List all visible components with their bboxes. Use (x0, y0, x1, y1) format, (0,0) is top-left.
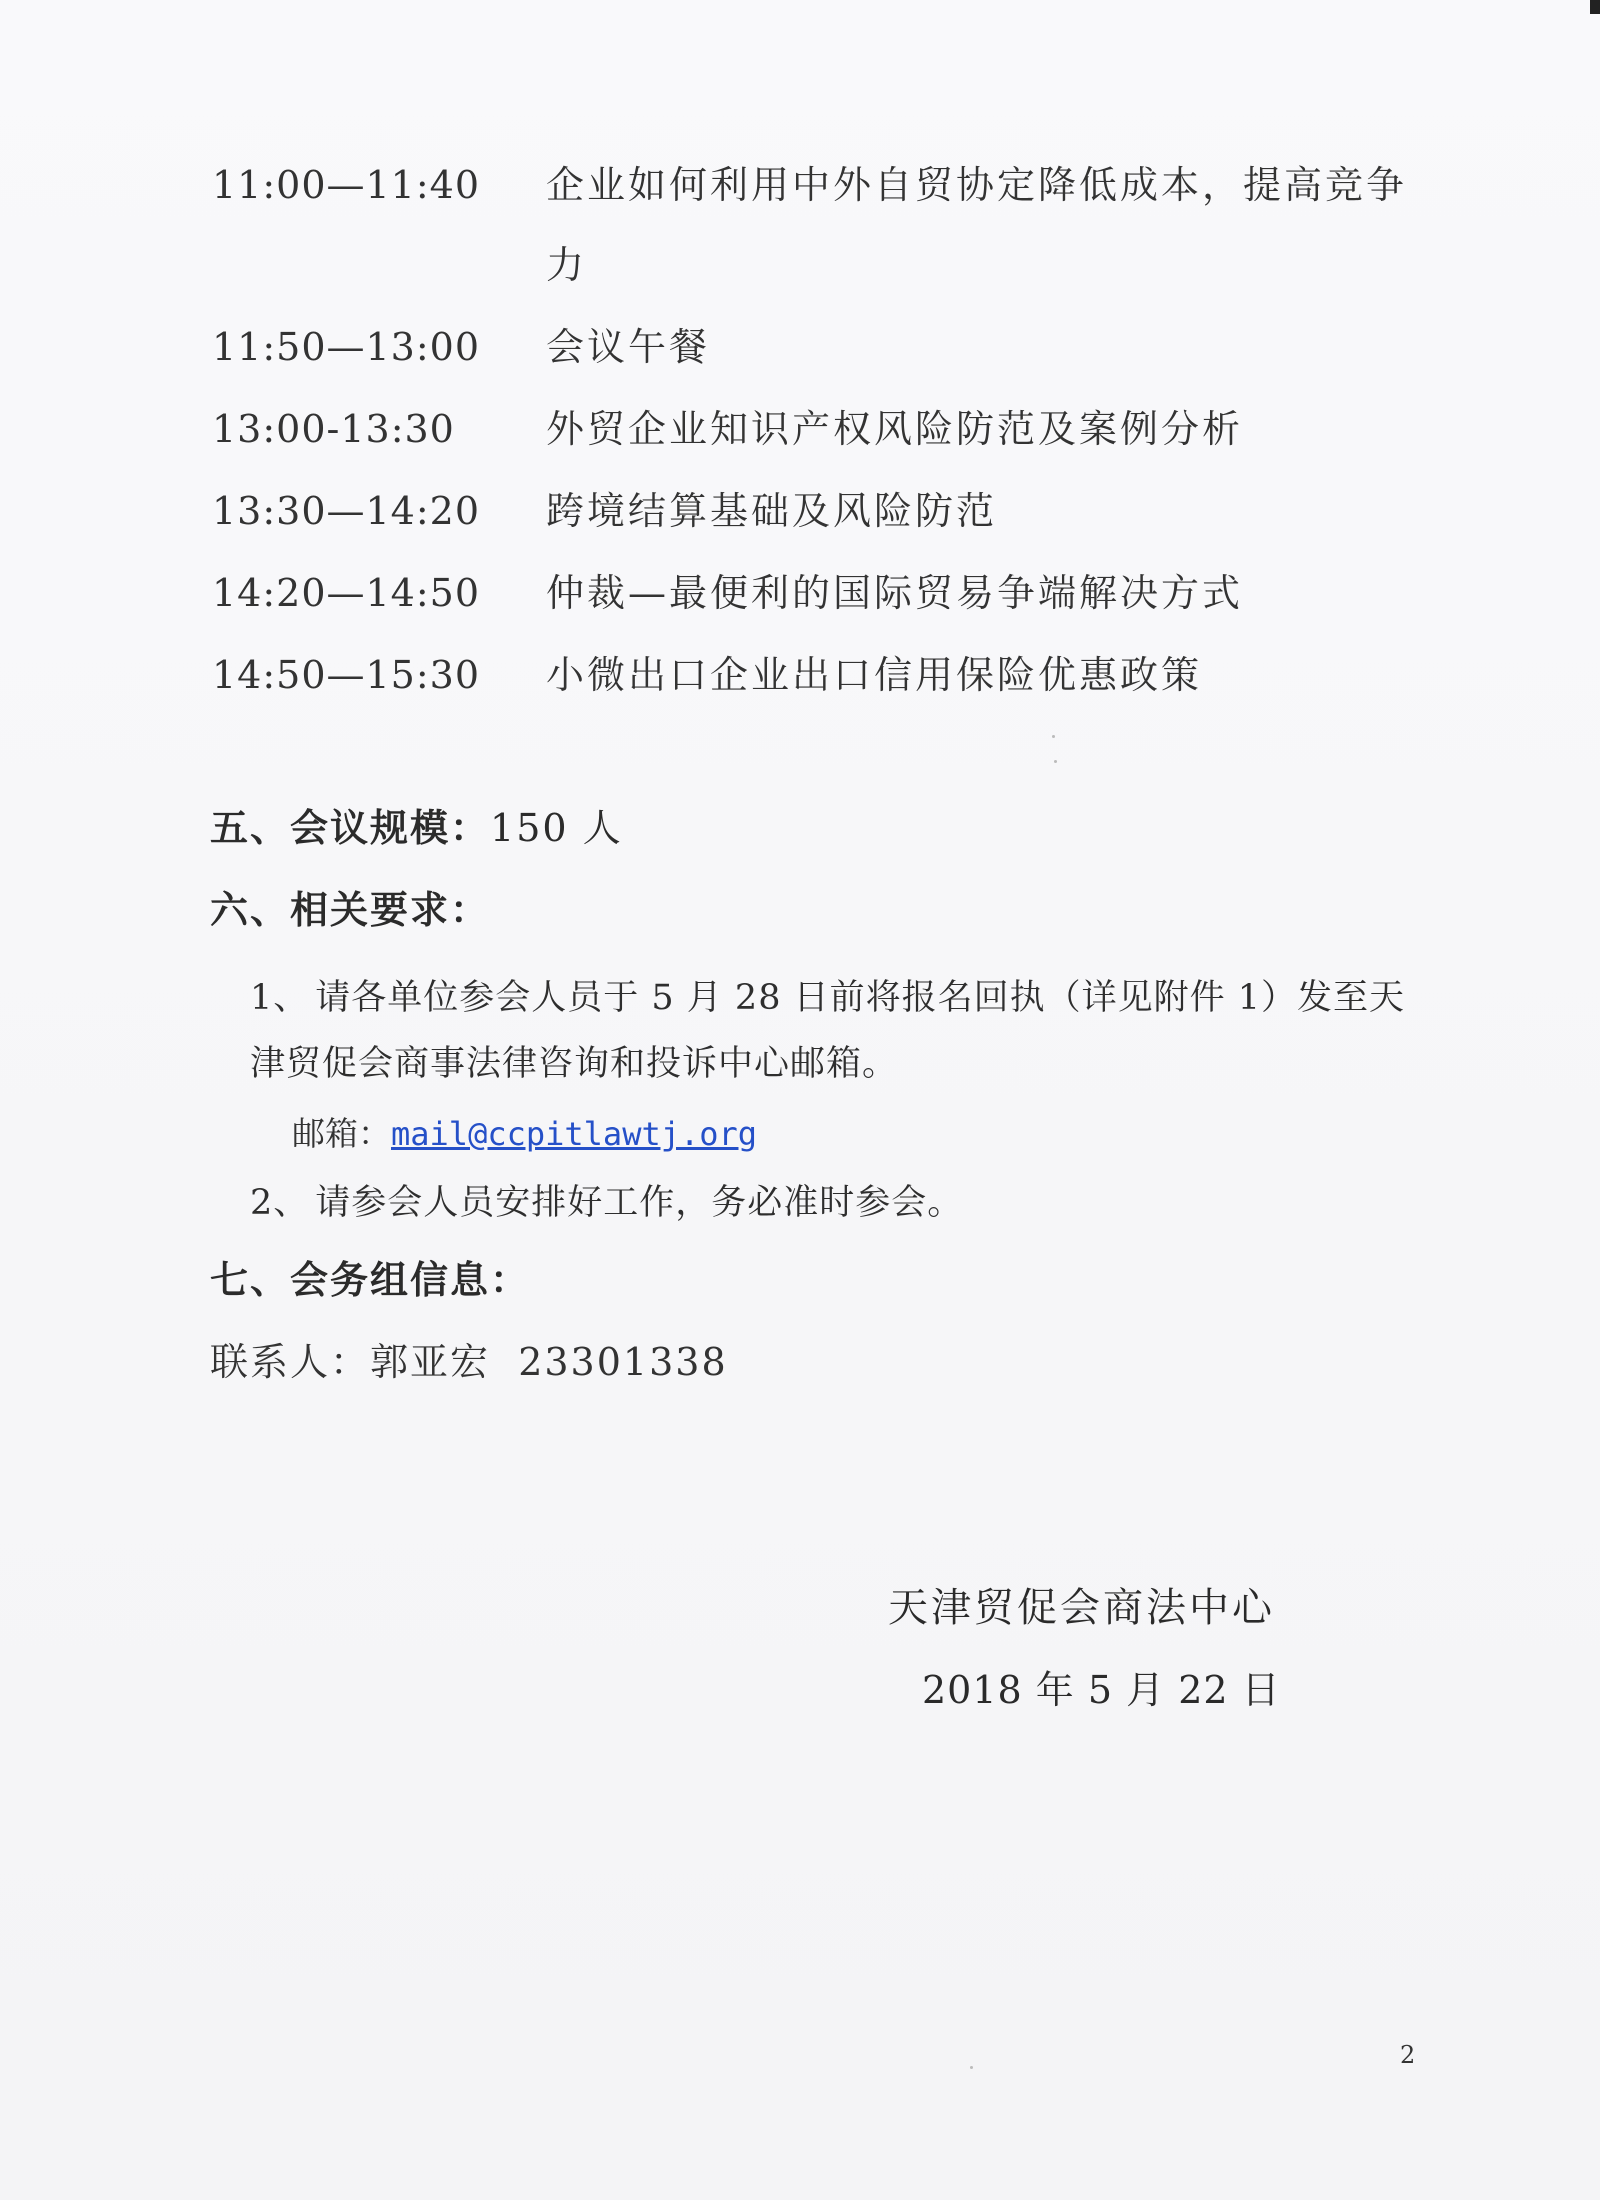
agenda-topic: 外贸企业知识产权风险防范及案例分析 (546, 407, 1244, 451)
contact-name: 郭亚宏 (370, 1340, 491, 1384)
agenda-time: 14:50—15:30 (212, 653, 481, 697)
contact-label: 联系人： (210, 1340, 371, 1384)
email-line (292, 1106, 757, 1162)
scan-edge-mark (1590, 0, 1600, 14)
agenda-time: 11:50—13:00 (212, 325, 481, 369)
agenda-topic: 会议午餐 (546, 325, 711, 369)
section-heading: 六、相关要求： (210, 887, 491, 932)
agenda-schedule (212, 145, 1462, 717)
agenda-row (212, 635, 1462, 715)
section-heading: 五、会议规模： (210, 805, 491, 850)
agenda-row (212, 145, 1462, 305)
agenda-topic: 小微出口企业出口信用保险优惠政策 (546, 653, 1203, 697)
agenda-row (212, 553, 1462, 633)
requirement-text: 请参会人员安排好工作，务必准时参会。 (315, 1183, 964, 1223)
issue-date: 2018 年 5 月 22 日 (922, 1668, 1281, 1712)
agenda-time: 13:00-13:30 (212, 407, 455, 451)
agenda-topic: 跨境结算基础及风险防范 (546, 489, 998, 533)
agenda-topic: 仲裁—最便利的国际贸易争端解决方式 (546, 571, 1244, 615)
agenda-row (212, 389, 1462, 469)
contact-line (210, 1334, 728, 1390)
agenda-time: 13:30—14:20 (212, 489, 481, 533)
page-number: 2 (1400, 2041, 1416, 2069)
section-meeting-scale (210, 800, 623, 856)
scan-speck (970, 2066, 973, 2069)
issuer-signature: 天津贸促会商法中心 (888, 1585, 1275, 1631)
agenda-time: 14:20—14:50 (212, 571, 481, 615)
section-organizer-info (210, 1252, 530, 1308)
section-requirements (210, 882, 490, 938)
requirement-number: 2、 (250, 1183, 310, 1223)
agenda-topic: 企业如何利用中外自贸协定降低成本，提高竞争力 (546, 163, 1408, 287)
scan-speck (1054, 760, 1057, 763)
email-link[interactable]: mail@ccpitlawtj.org (391, 1115, 758, 1153)
requirement-item-1 (250, 965, 1420, 1097)
section-heading: 七、会务组信息： (210, 1257, 531, 1302)
contact-phone: 23301338 (518, 1340, 728, 1384)
requirement-item-2 (250, 1170, 1420, 1236)
agenda-time: 11:00—11:40 (212, 163, 481, 207)
scan-speck (1052, 735, 1055, 738)
agenda-row (212, 471, 1462, 551)
requirement-number: 1、 (250, 978, 310, 1018)
agenda-row (212, 307, 1462, 387)
meeting-scale-value: 150 人 (490, 806, 623, 850)
email-label: 邮箱： (292, 1114, 391, 1153)
requirement-text: 请各单位参会人员于 5 月 28 日前将报名回执（详见附件 1）发至天津贸促会商事法律咨询和投诉中心邮箱。 (250, 978, 1405, 1084)
